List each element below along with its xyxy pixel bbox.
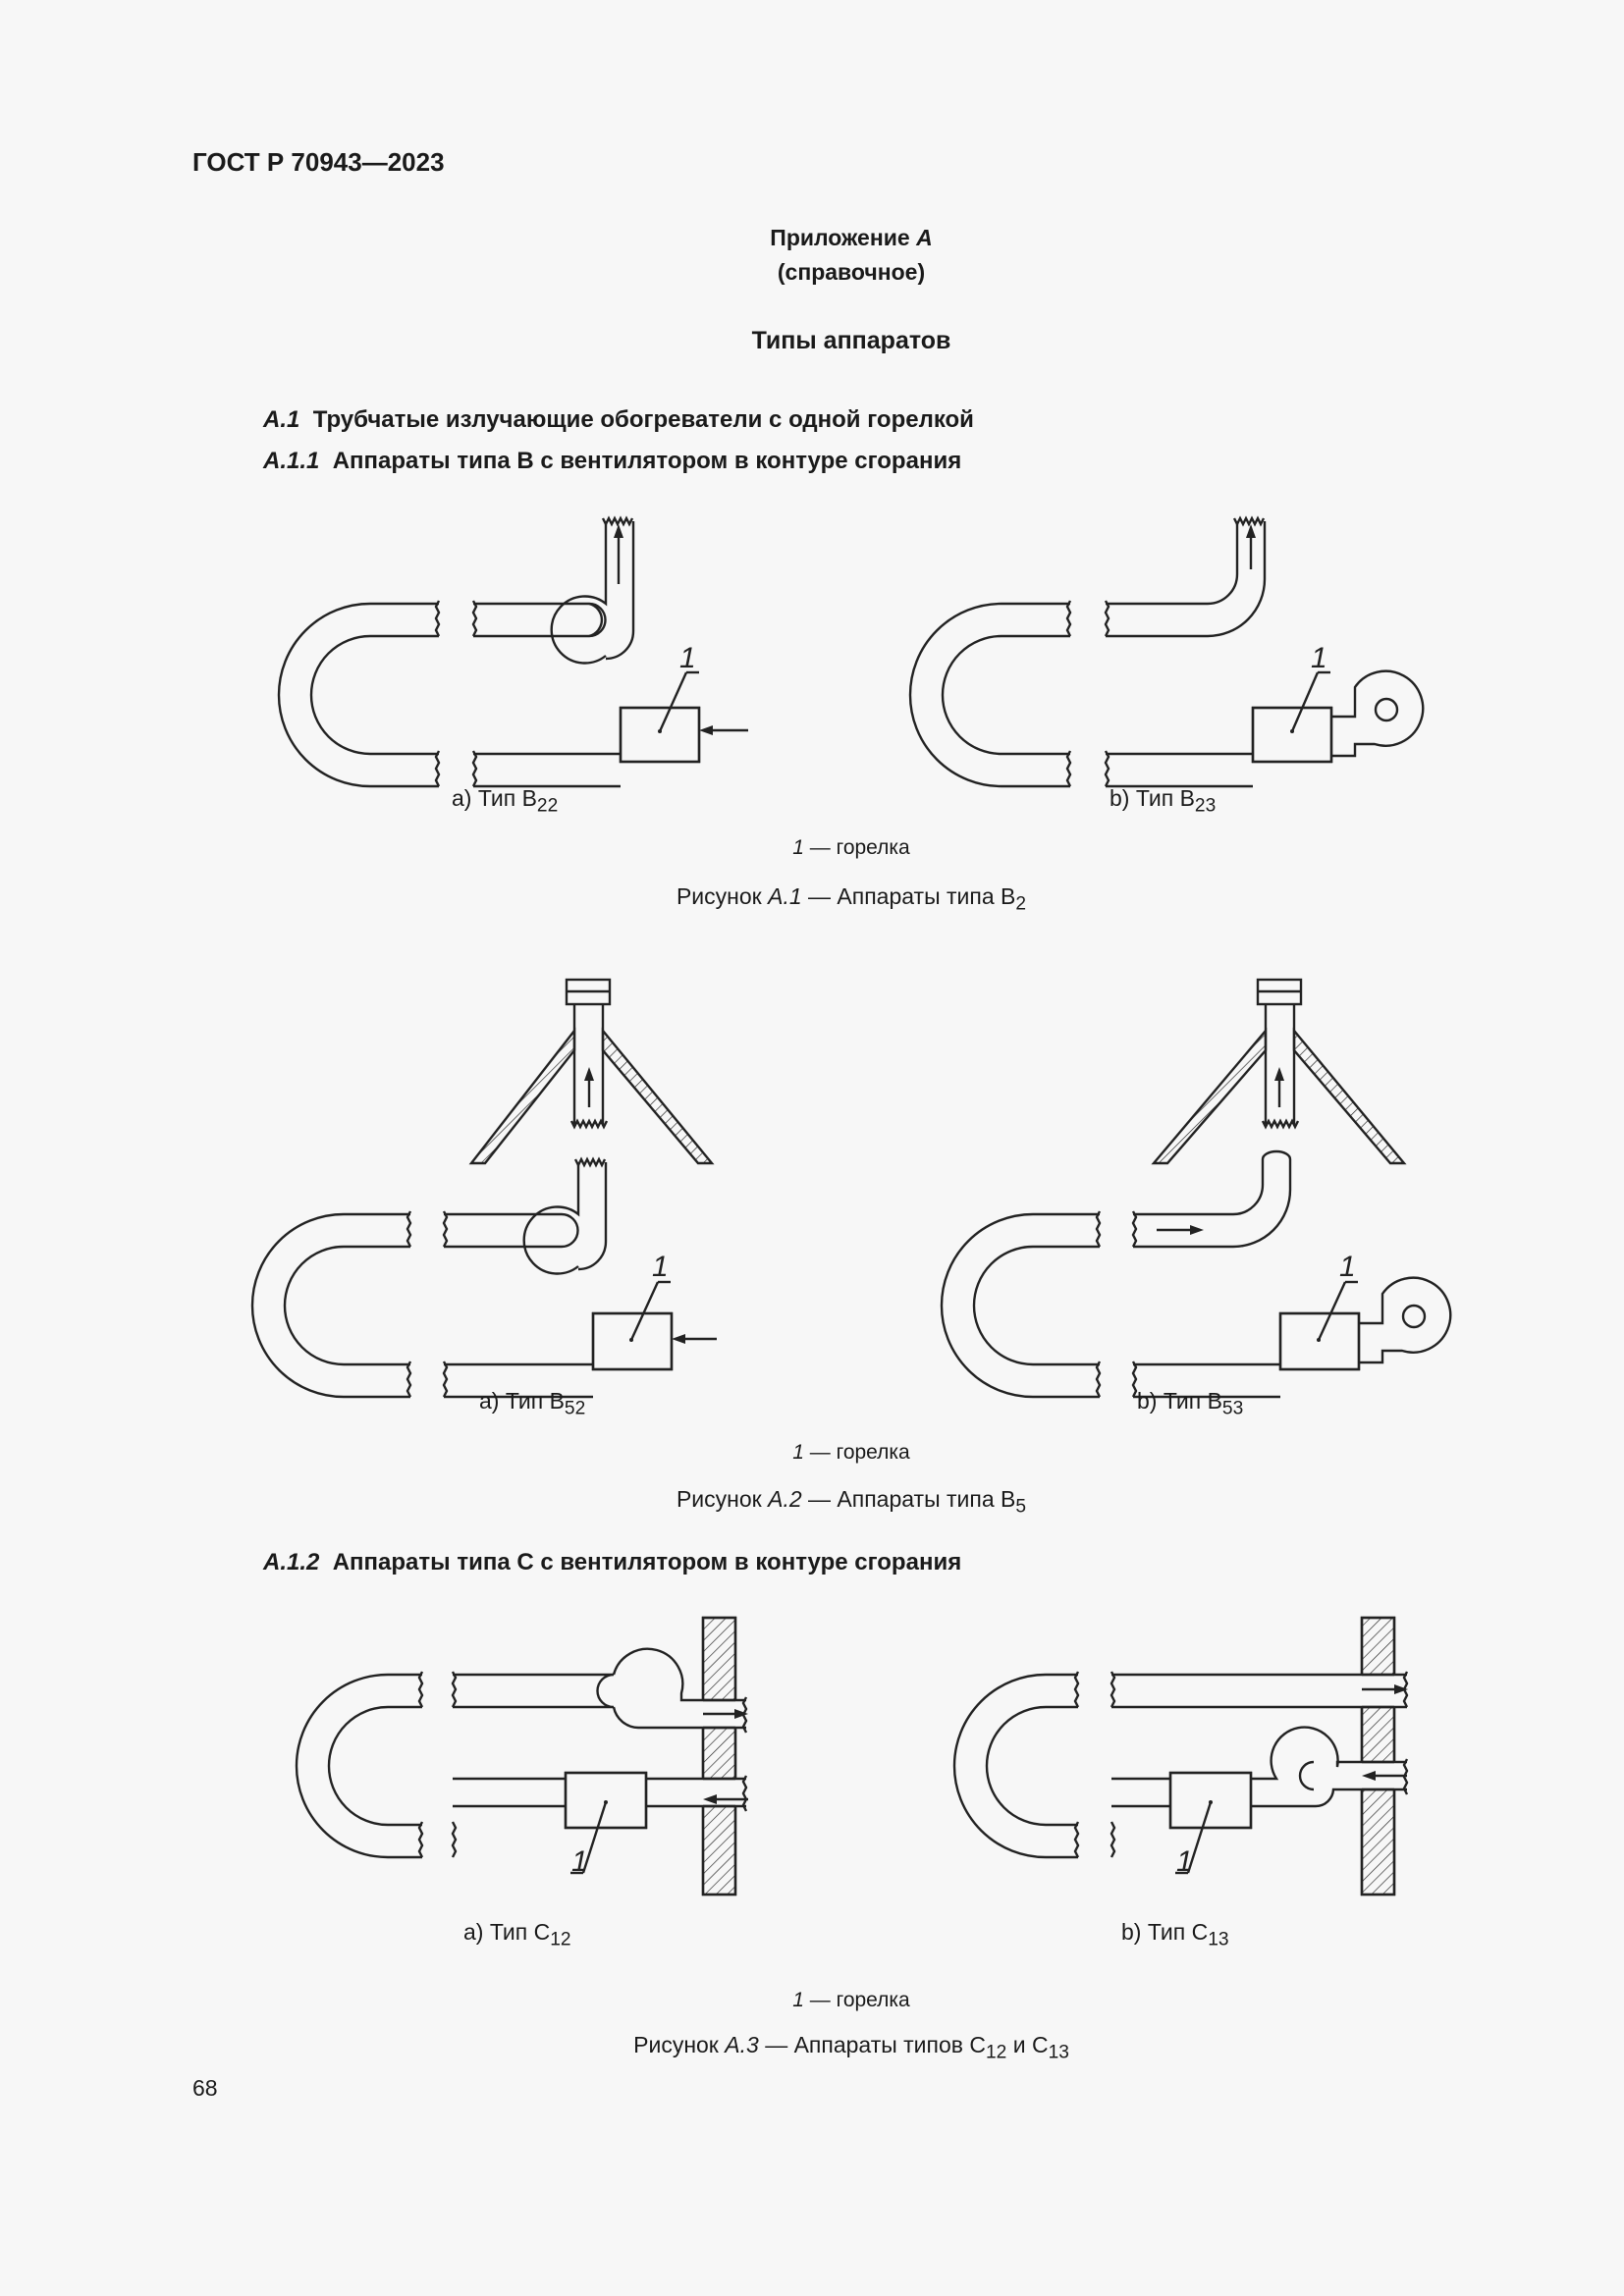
subsection-a1: А.1 Трубчатые излучающие обогреватели с одной горелкой <box>263 406 974 433</box>
figure-2-key: 1 — горелка <box>792 1441 910 1464</box>
figure-1-caption: Рисунок А.1 — Аппараты типа $В_2$ <box>676 883 1027 915</box>
subsection-a11: А.1.1 Аппараты типа В с вентилятором в контуре сгорания <box>263 448 962 474</box>
burner-label-3a: 1 <box>571 1845 588 1878</box>
figure-3b-label: b) Тип $С_{13}$ <box>1121 1919 1229 1950</box>
figure-3a-drawing <box>297 1618 748 1895</box>
page-number: 68 <box>192 2075 218 2101</box>
burner-label-1a: 1 <box>679 642 696 674</box>
burner-label-3b: 1 <box>1176 1845 1193 1878</box>
section-title: Типы аппаратов <box>751 327 951 354</box>
figure-3-caption: Рисунок А.3 — Аппараты типов $С_{12}$ и $С_{13}$ <box>633 2032 1069 2063</box>
figure-2-caption: Рисунок А.2 — Аппараты типа $В_5$ <box>676 1486 1027 1518</box>
figure-1b-label: b) Тип $В_{23}$ <box>1110 785 1217 817</box>
burner-label-2a: 1 <box>652 1251 669 1283</box>
annex-type: (справочное) <box>777 259 926 285</box>
document-id: ГОСТ Р 70943—2023 <box>192 147 445 177</box>
figure-1a-label: a) Тип $В_{22}$ <box>452 785 559 817</box>
figure-3-key: 1 — горелка <box>792 1989 910 2011</box>
figure-3b-drawing <box>954 1618 1408 1895</box>
subsection-a12: А.1.2 Аппараты типа С с вентилятором в контуре сгорания <box>263 1549 962 1575</box>
burner-label-1b: 1 <box>1311 642 1327 674</box>
annex-title: Приложение А <box>770 225 933 250</box>
figure-2b-label: b) Тип $В_{53}$ <box>1137 1388 1244 1419</box>
figure-3a-label: a) Тип $С_{12}$ <box>463 1919 571 1950</box>
burner-label-2b: 1 <box>1339 1251 1356 1283</box>
figure-1-key: 1 — горелка <box>792 836 910 859</box>
figure-2a-label: a) Тип $В_{52}$ <box>479 1388 586 1419</box>
